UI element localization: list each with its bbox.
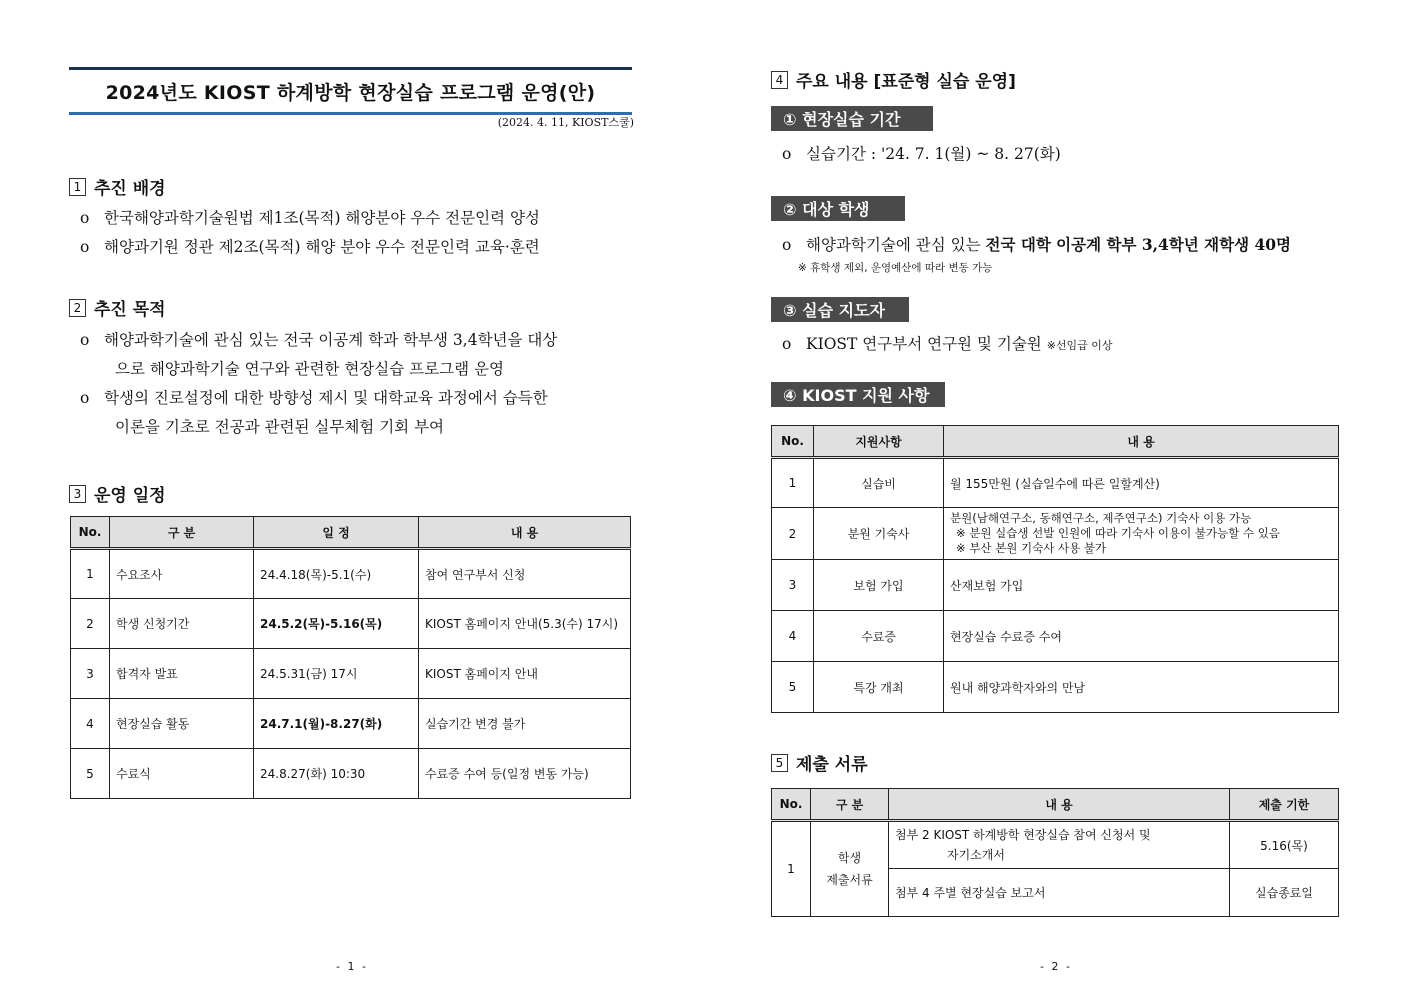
section-number: 3	[69, 485, 86, 503]
subsection-1-body: o 실습기간 : '24. 7. 1(월) ~ 8. 27(화)	[782, 145, 1061, 163]
column-header: 내 용	[944, 426, 1339, 458]
section-4-heading	[771, 67, 1016, 92]
section-1-body	[80, 204, 540, 262]
page-number: - 1 -	[336, 960, 368, 973]
subsection-label: ③ 실습 지도자	[771, 297, 909, 322]
bullet-item: o 학생의 진로설정에 대한 방향성 제시 및 대학교육 과정에서 습득한	[80, 389, 548, 407]
support-table	[771, 425, 1339, 713]
table-row: 첨부 4 주별 현장실습 보고서 실습종료일	[772, 869, 1339, 917]
section-title: 운영 일정	[94, 486, 166, 506]
column-header: 일 정	[254, 517, 419, 549]
column-header: No.	[772, 789, 811, 821]
table-row: 1 수요조사 24.4.18(목)-5.1(수) 참여 연구부서 신청	[71, 549, 631, 599]
column-header: 지원사항	[814, 426, 944, 458]
section-2-body	[80, 326, 557, 442]
schedule-table	[70, 516, 631, 799]
section-number: 1	[69, 178, 86, 196]
table-row: 5 특강 개최 원내 해양과학자와의 만남	[772, 662, 1339, 713]
bullet-continuation: 이론을 기초로 전공과 관련된 실무체험 기회 부여	[115, 418, 445, 436]
note-text: ※선임급 이상	[1046, 339, 1113, 352]
table-row: 3 보험 가입 산재보험 가입	[772, 560, 1339, 611]
section-5-heading	[771, 750, 868, 775]
target-students-bold: 전국 대학 이공계 학부 3,4학년 재학생 40명	[985, 235, 1292, 254]
documents-table	[771, 788, 1339, 917]
page-title-box	[69, 67, 632, 115]
column-header: 구 분	[110, 517, 254, 549]
section-number: 5	[771, 754, 788, 772]
subsection-2-body: o 해양과학기술에 관심 있는 전국 대학 이공계 학부 3,4학년 재학생 40명	[782, 235, 1292, 254]
section-number: 2	[69, 299, 86, 317]
column-header: No.	[71, 517, 110, 549]
table-row: 4 수료증 현장실습 수료증 수여	[772, 611, 1339, 662]
table-row: 5 수료식 24.8.27(화) 10:30 수료증 수여 등(일정 변동 가능)	[71, 749, 631, 799]
section-number: 4	[771, 71, 788, 89]
bullet-continuation: 으로 해양과학기술 연구와 관련한 현장실습 프로그램 운영	[115, 360, 504, 378]
page-number: - 2 -	[1040, 960, 1072, 973]
table-row: 1 실습비 월 155만원 (실습일수에 따른 일할계산)	[772, 458, 1339, 508]
note-text: ※ 휴학생 제외, 운영예산에 따라 변동 가능	[798, 262, 993, 274]
section-title: 추진 배경	[94, 179, 166, 199]
column-header: No.	[772, 426, 814, 458]
bullet-item: o 해양과학기술에 관심 있는 전국 이공계 학과 학부생 3,4학년을 대상	[80, 331, 558, 349]
column-header: 내 용	[419, 517, 631, 549]
table-row: 2 학생 신청기간 24.5.2(목)-5.16(목) KIOST 홈페이지 안내(5.3(수) 17시)	[71, 599, 631, 649]
period-text: '24. 7. 1(월) ~ 8. 27(화)	[880, 145, 1061, 163]
subsection-label: ② 대상 학생	[771, 196, 905, 221]
subsection-label: ④ KIOST 지원 사항	[771, 382, 945, 407]
section-2-heading	[69, 295, 166, 320]
section-title: 추진 목적	[94, 300, 166, 320]
column-header: 구 분	[811, 789, 889, 821]
table-row: 2 분원 기숙사 분원(남해연구소, 동해연구소, 제주연구소) 기숙사 이용 가능 ※ 분원 실습생 선발 인원에 따라 기숙사 이용이 불가능할 수 있음 ※ 부산 본원 기숙사 사용 불가	[772, 508, 1339, 560]
subsection-label: ① 현장실습 기간	[771, 106, 933, 131]
table-row: 1 학생 제출서류 첨부 2 KIOST 하계방학 현장실습 참여 신청서 및 자기소개서 5.16(목)	[772, 821, 1339, 869]
section-title: 주요 내용 [표준형 실습 운영]	[796, 72, 1016, 92]
bullet-item: o 한국해양과학기술원법 제1조(목적) 해양분야 우수 전문인력 양성	[80, 209, 540, 227]
table-row: 3 합격자 발표 24.5.31(금) 17시 KIOST 홈페이지 안내	[71, 649, 631, 699]
page-title: 2024년도 KIOST 하계방학 현장실습 프로그램 운영(안)	[105, 81, 596, 104]
column-header: 내 용	[889, 789, 1230, 821]
column-header: 제출 기한	[1230, 789, 1339, 821]
section-title: 제출 서류	[796, 755, 868, 775]
table-row: 4 현장실습 활동 24.7.1(월)-8.27(화) 실습기간 변경 불가	[71, 699, 631, 749]
subsection-3-body: o KIOST 연구부서 연구원 및 기술원 ※선임급 이상	[782, 335, 1113, 353]
section-1-heading	[69, 174, 166, 199]
document-date: (2024. 4. 11, KIOST스쿨)	[497, 116, 634, 129]
section-3-heading	[69, 481, 166, 506]
bullet-item: o 해양과기원 정관 제2조(목적) 해양 분야 우수 전문인력 교육·훈련	[80, 238, 540, 256]
